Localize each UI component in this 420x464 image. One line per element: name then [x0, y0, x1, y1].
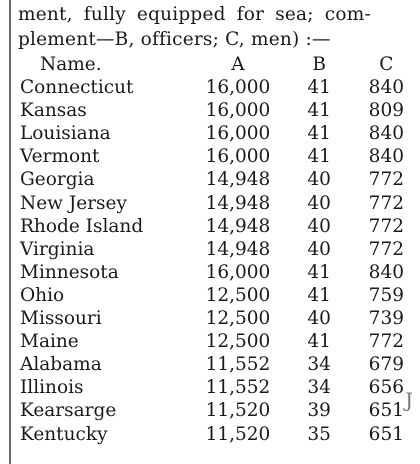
- table-row: [0, 145, 420, 168]
- cell-c: 679: [368, 354, 404, 376]
- cell-a: 16,000: [205, 146, 271, 168]
- cell-a: 11,520: [205, 400, 271, 422]
- cell-b: 40: [307, 192, 331, 214]
- cell-a: 12,500: [205, 308, 271, 330]
- cell-c: 809: [368, 100, 404, 122]
- table-row: [0, 353, 420, 376]
- cell-b: 40: [307, 308, 331, 330]
- cell-b: 41: [307, 146, 331, 168]
- table-row: [0, 423, 420, 446]
- cell-b: 39: [307, 400, 331, 422]
- cell-c: 840: [368, 261, 404, 283]
- cell-a: 14,948: [205, 169, 271, 191]
- cell-a: 14,948: [205, 192, 271, 214]
- cell-a: 11,552: [205, 354, 271, 376]
- cell-a: 16,000: [205, 123, 271, 145]
- cell-a: 16,000: [205, 261, 271, 283]
- cell-b: 40: [307, 238, 331, 260]
- table-row: [0, 122, 420, 145]
- cell-a: 12,500: [205, 331, 271, 353]
- cell-name: Minnesota: [20, 261, 119, 283]
- cell-a: 16,000: [205, 77, 271, 99]
- cell-a: 16,000: [205, 100, 271, 122]
- cell-b: 40: [307, 169, 331, 191]
- table-row: [0, 284, 420, 307]
- cell-b: 34: [307, 377, 331, 399]
- cell-name: Kearsarge: [20, 400, 117, 422]
- cell-name: Vermont: [20, 146, 100, 168]
- cell-b: 40: [307, 215, 331, 237]
- cell-name: Missouri: [20, 308, 102, 330]
- cell-c: 840: [368, 77, 404, 99]
- cell-c: 772: [368, 169, 404, 191]
- cell-a: 12,500: [205, 284, 271, 306]
- cell-name: Louisiana: [20, 123, 111, 145]
- cell-a: 11,552: [205, 377, 271, 399]
- cell-c: 840: [368, 146, 404, 168]
- cell-name: Kentucky: [20, 423, 108, 445]
- cell-a: 14,948: [205, 215, 271, 237]
- cell-c: 840: [368, 123, 404, 145]
- cell-b: 41: [307, 284, 331, 306]
- cell-name: Illinois: [20, 377, 84, 399]
- cell-b: 41: [307, 331, 331, 353]
- table-row: [0, 99, 420, 122]
- cell-b: 41: [307, 100, 331, 122]
- cell-name: Alabama: [20, 354, 102, 376]
- cell-c: 651: [368, 423, 404, 445]
- cell-c: 772: [368, 215, 404, 237]
- header-c: C: [379, 54, 394, 75]
- cell-name: Maine: [20, 331, 79, 353]
- cell-name: Virginia: [20, 238, 95, 260]
- table-body: [0, 76, 420, 446]
- cell-b: 34: [307, 354, 331, 376]
- cell-name: Connecticut: [20, 77, 134, 99]
- cell-c: 739: [368, 308, 404, 330]
- cell-a: 11,520: [205, 423, 271, 445]
- cell-b: 35: [307, 423, 331, 445]
- cell-b: 41: [307, 261, 331, 283]
- intro-line-1: ment, fully equipped for sea; com-: [18, 4, 371, 25]
- table-row: [0, 330, 420, 353]
- table-row: [0, 376, 420, 399]
- table-row: [0, 215, 420, 238]
- intro-text: [18, 2, 410, 52]
- cell-c: 759: [368, 284, 404, 306]
- battleship-table: [0, 53, 420, 446]
- cell-name: Rhode Island: [20, 215, 144, 237]
- header-b: B: [312, 54, 326, 75]
- cell-c: 772: [368, 192, 404, 214]
- table-row: [0, 192, 420, 215]
- cell-name: Georgia: [20, 169, 95, 191]
- table-row: [0, 168, 420, 191]
- table-row: [0, 76, 420, 99]
- cell-c: 772: [368, 238, 404, 260]
- table-row: [0, 238, 420, 261]
- table-row: [0, 399, 420, 422]
- intro-line-2: plement—B, officers; C, men) :—: [18, 29, 331, 50]
- cell-a: 14,948: [205, 238, 271, 260]
- cell-b: 41: [307, 77, 331, 99]
- cell-b: 41: [307, 123, 331, 145]
- header-name: Name.: [40, 54, 102, 75]
- cell-name: Ohio: [20, 284, 65, 306]
- cell-name: New Jersey: [20, 192, 127, 214]
- header-a: A: [231, 54, 245, 75]
- table-row: [0, 261, 420, 284]
- table-header-row: [0, 53, 420, 76]
- table-row: [0, 307, 420, 330]
- margin-mark: J: [405, 388, 414, 412]
- cell-c: 651: [368, 400, 404, 422]
- cell-c: 772: [368, 331, 404, 353]
- cell-name: Kansas: [20, 100, 87, 122]
- cell-c: 656: [368, 377, 404, 399]
